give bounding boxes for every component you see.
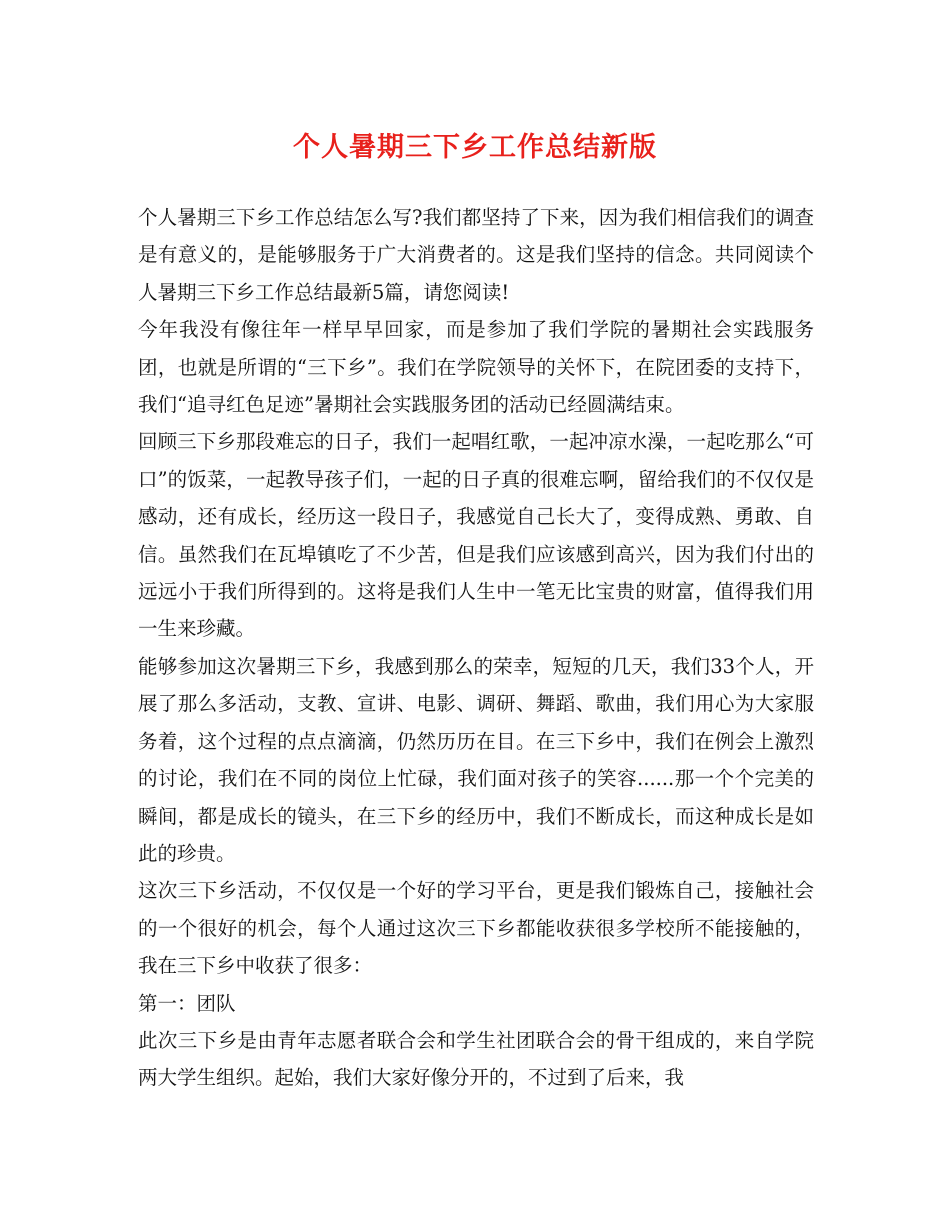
paragraph-intro: 个人暑期三下乡工作总结怎么写?我们都坚持了下来，因为我们相信我们的调查是有意义的，是能够服务于广大消费者的。这是我们坚持的信念。共同阅读个人暑期三下乡工作总结最新5篇，请您阅读! (138, 206, 814, 304)
paragraph-gains: 这次三下乡活动，不仅仅是一个好的学习平台，更是我们锻炼自己，接触社会的一个很好的机会，每个人通过这次三下乡都能收获很多学校所不能接触的，我在三下乡中收获了很多： (138, 879, 814, 978)
document-body (138, 199, 814, 1097)
section-heading-team: 第一：团队 (138, 991, 236, 1015)
document-title: 个人暑期三下乡工作总结新版 (293, 132, 657, 163)
paragraph-background: 今年我没有像往年一样早早回家，而是参加了我们学院的暑期社会实践服务团，也就是所谓的“三下乡”。我们在学院领导的关怀下，在院团委的支持下，我们“追寻红色足迹”暑期社会实践服务团的活动已经圆满结束。 (138, 318, 814, 417)
paragraph-team: 此次三下乡是由青年志愿者联合会和学生社团联合会的骨干组成的，来自学院两大学生组织。起始，我们大家好像分开的，不过到了后来，我 (138, 1028, 814, 1090)
paragraph-review: 回顾三下乡那段难忘的日子，我们一起唱红歌，一起冲凉水澡，一起吃那么“可口”的饭菜，一起教导孩子们，一起的日子真的很难忘啊，留给我们的不仅仅是感动，还有成长，经历这一段日子，我感觉自己长大了，变得成熟、勇敢、自信。虽然我们在瓦埠镇吃了不少苦，但是我们应该感到高兴，因为我们付出的远远小于我们所得到的。这将是我们人生中一笔无比宝贵的财富，值得我们用一生来珍藏。 (138, 430, 814, 641)
paragraph-participation: 能够参加这次暑期三下乡，我感到那么的荣幸，短短的几天，我们33个人，开展了那么多活动，支教、宣讲、电影、调研、舞蹈、歌曲，我们用心为大家服务着，这个过程的点点滴滴，仍然历历在目。在三下乡中，我们在例会上激烈的讨论，我们在不同的岗位上忙碌，我们面对孩子的笑容......那一个个完美的瞬间，都是成长的镜头，在三下乡的经历中，我们不断成长，而这种成长是如此的珍贵。 (138, 654, 814, 865)
